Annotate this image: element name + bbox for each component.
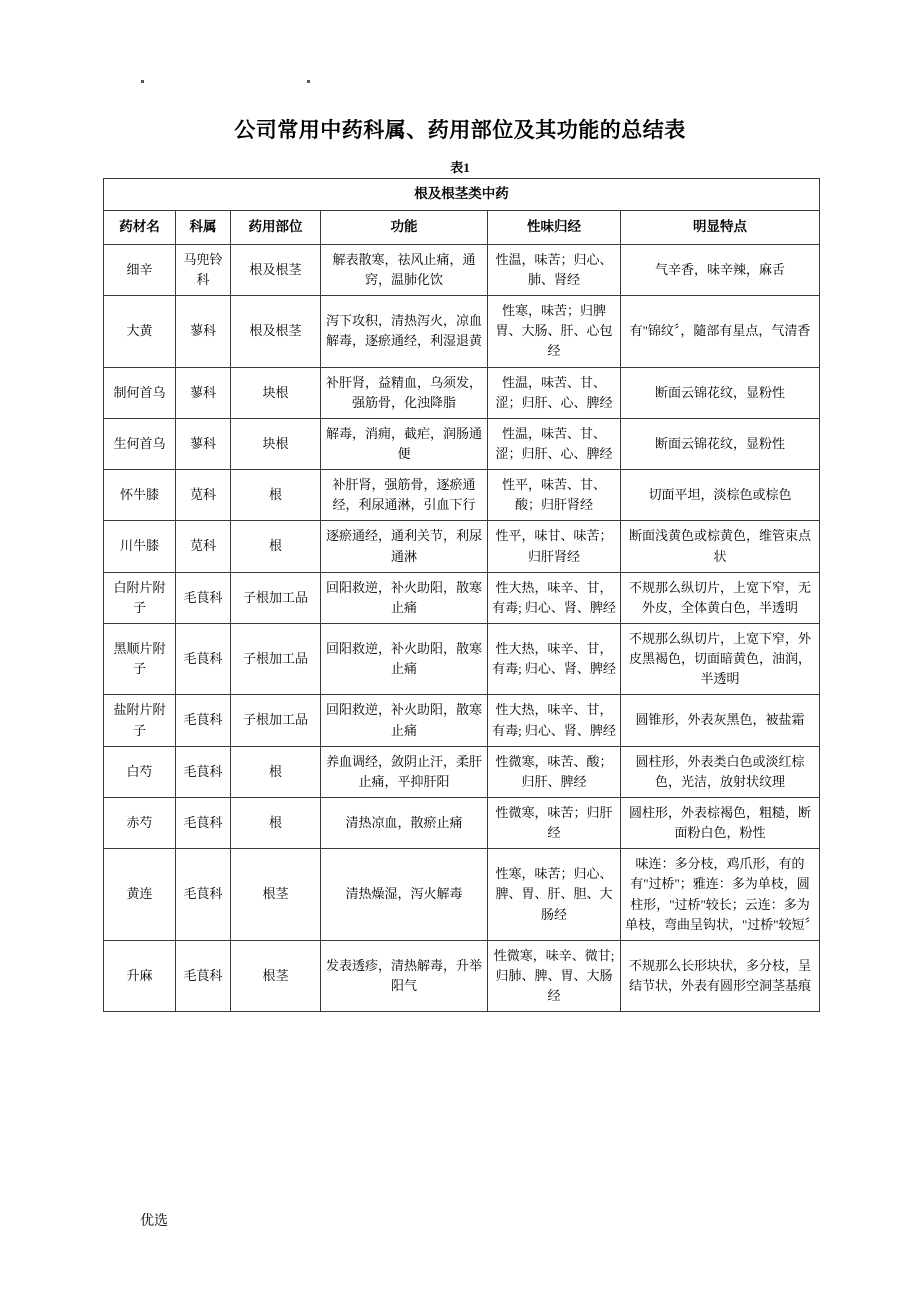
table-row — [104, 797, 820, 848]
column-header-nature: 性味归经 — [488, 210, 621, 244]
cell-name: 怀牛膝 — [104, 470, 176, 521]
cell-family: 毛茛科 — [176, 695, 231, 746]
table-row — [104, 470, 820, 521]
cell-nature: 性温，味苦、甘、涩；归肝、心、脾经 — [488, 418, 621, 469]
table-row — [104, 623, 820, 694]
cell-family: 毛茛科 — [176, 849, 231, 941]
cell-nature: 性温，味苦、甘、涩；归肝、心、脾经 — [488, 367, 621, 418]
cell-feature: 切面平坦，淡棕色或棕色 — [621, 470, 820, 521]
cell-family: 毛茛科 — [176, 940, 231, 1011]
cell-family: 蓼科 — [176, 296, 231, 367]
cell-feature: 有"锦纹〞，隨部有星点，气清香 — [621, 296, 820, 367]
cell-nature: 性寒，味苦；归脾胃、大肠、肝、心包经 — [488, 296, 621, 367]
cell-name: 生何首乌 — [104, 418, 176, 469]
cell-name: 升麻 — [104, 940, 176, 1011]
cell-function: 补肝肾，益精血，乌须发，强筋骨，化浊降脂 — [321, 367, 488, 418]
cell-feature: 断面云锦花纹，显粉性 — [621, 367, 820, 418]
table-row — [104, 296, 820, 367]
cell-family: 苋科 — [176, 470, 231, 521]
cell-family: 毛茛科 — [176, 572, 231, 623]
cell-part: 根茎 — [231, 849, 321, 941]
cell-nature: 性大热，味辛、甘，有毒; 归心、肾、脾经 — [488, 623, 621, 694]
cell-name: 黄连 — [104, 849, 176, 941]
cell-family: 蓼科 — [176, 418, 231, 469]
cell-nature: 性大热，味辛、甘，有毒; 归心、肾、脾经 — [488, 572, 621, 623]
table-section-title: 根及根茎类中药 — [104, 179, 820, 211]
column-header-feature: 明显特点 — [621, 210, 820, 244]
cell-part: 子根加工品 — [231, 695, 321, 746]
cell-family: 马兜铃科 — [176, 244, 231, 295]
cell-function: 泻下攻积，清热泻火，凉血解毒，逐瘀通经，利湿退黄 — [321, 296, 488, 367]
cell-family: 蓼科 — [176, 367, 231, 418]
cell-part: 根及根茎 — [231, 244, 321, 295]
cell-name: 细辛 — [104, 244, 176, 295]
column-header-part: 药用部位 — [231, 210, 321, 244]
cell-feature: 不规那么长形块状，多分枝，呈结节状，外表有圆形空洞茎基痕 — [621, 940, 820, 1011]
cell-nature: 性微寒，味苦；归肝经 — [488, 797, 621, 848]
cell-feature: 不规那么纵切片，上宽下窄，无外皮，全体黄白色，半透明 — [621, 572, 820, 623]
footer-note: 优选 — [140, 1214, 168, 1229]
cell-function: 回阳救逆，补火助阳，散寒止痛 — [321, 623, 488, 694]
table-row — [104, 940, 820, 1011]
cell-function: 逐瘀通经，通利关节，利尿通淋 — [321, 521, 488, 572]
cell-function: 回阳救逆，补火助阳，散寒止痛 — [321, 572, 488, 623]
column-header-family: 科属 — [176, 210, 231, 244]
cell-part: 根 — [231, 470, 321, 521]
cell-function: 回阳救逆，补火助阳，散寒止痛 — [321, 695, 488, 746]
table-header-row — [104, 210, 820, 244]
cell-nature: 性大热，味辛、甘，有毒; 归心、肾、脾经 — [488, 695, 621, 746]
cell-nature: 性温，味苦；归心、肺、肾经 — [488, 244, 621, 295]
cell-part: 块根 — [231, 367, 321, 418]
cell-feature: 气辛香，味辛辣，麻舌 — [621, 244, 820, 295]
cell-name: 白附片附子 — [104, 572, 176, 623]
cell-nature: 性寒，味苦；归心、脾、胃、肝、胆、大肠经 — [488, 849, 621, 941]
cell-name: 赤芍 — [104, 797, 176, 848]
cell-part: 子根加工品 — [231, 572, 321, 623]
cell-part: 子根加工品 — [231, 623, 321, 694]
table-row — [104, 849, 820, 941]
cell-family: 苋科 — [176, 521, 231, 572]
cell-feature: 断面云锦花纹，显粉性 — [621, 418, 820, 469]
cell-family: 毛茛科 — [176, 746, 231, 797]
cell-function: 解毒，消痈，截疟，润肠通便 — [321, 418, 488, 469]
cell-family: 毛茛科 — [176, 797, 231, 848]
cell-feature: 圆柱形，外表类白色或淡红棕色，光洁，放射状纹理 — [621, 746, 820, 797]
cell-nature: 性微寒，味苦、酸；归肝、脾经 — [488, 746, 621, 797]
cell-name: 大黄 — [104, 296, 176, 367]
scan-artifact-dot-left — [141, 80, 144, 83]
cell-function: 清热燥湿，泻火解毒 — [321, 849, 488, 941]
cell-function: 解表散寒，祛风止痛，通窍，温肺化饮 — [321, 244, 488, 295]
table-row — [104, 418, 820, 469]
column-header-function: 功能 — [321, 210, 488, 244]
cell-part: 根 — [231, 521, 321, 572]
scan-artifact-dot-right — [307, 80, 310, 83]
cell-nature: 性平，味甘、味苦；归肝肾经 — [488, 521, 621, 572]
column-header-name: 药材名 — [104, 210, 176, 244]
table-caption: 表1 — [450, 160, 470, 175]
cell-feature: 味连：多分枝，鸡爪形，有的有"过桥"；雅连：多为单枝，圆柱形，"过桥"较长；云连：多为单枝，弯曲呈钩状，"过桥"较短〞 — [621, 849, 820, 941]
table-body — [104, 179, 820, 1012]
cell-name: 黑顺片附子 — [104, 623, 176, 694]
cell-feature: 断面浅黄色或棕黄色，维管束点状 — [621, 521, 820, 572]
table-row — [104, 746, 820, 797]
page-title: 公司常用中药科属、药用部位及其功能的总结表 — [234, 118, 686, 142]
herb-summary-table — [103, 178, 820, 1012]
cell-part: 根 — [231, 746, 321, 797]
cell-feature: 圆锥形，外表灰黑色，被盐霜 — [621, 695, 820, 746]
cell-family: 毛茛科 — [176, 623, 231, 694]
cell-name: 川牛膝 — [104, 521, 176, 572]
cell-function: 养血调经，敛阴止汗，柔肝止痛，平抑肝阳 — [321, 746, 488, 797]
cell-part: 根及根茎 — [231, 296, 321, 367]
table-section-title-row — [104, 179, 820, 211]
table-row — [104, 244, 820, 295]
cell-function: 发表透疹，清热解毒，升举阳气 — [321, 940, 488, 1011]
cell-name: 白芍 — [104, 746, 176, 797]
cell-name: 盐附片附子 — [104, 695, 176, 746]
cell-part: 根茎 — [231, 940, 321, 1011]
cell-part: 块根 — [231, 418, 321, 469]
cell-nature: 性微寒，味辛、微甘; 归肺、脾、胃、大肠经 — [488, 940, 621, 1011]
cell-function: 清热凉血，散瘀止痛 — [321, 797, 488, 848]
cell-function: 补肝肾，强筋骨，逐瘀通经，利尿通淋，引血下行 — [321, 470, 488, 521]
cell-nature: 性平，味苦、甘、酸；归肝肾经 — [488, 470, 621, 521]
table-row — [104, 572, 820, 623]
cell-feature: 圆柱形，外表棕褐色，粗糙，断面粉白色，粉性 — [621, 797, 820, 848]
table-row — [104, 367, 820, 418]
cell-name: 制何首乌 — [104, 367, 176, 418]
cell-feature: 不规那么纵切片，上宽下窄，外皮黑褐色，切面暗黄色，油润，半透明 — [621, 623, 820, 694]
table-row — [104, 695, 820, 746]
cell-part: 根 — [231, 797, 321, 848]
table-row — [104, 521, 820, 572]
